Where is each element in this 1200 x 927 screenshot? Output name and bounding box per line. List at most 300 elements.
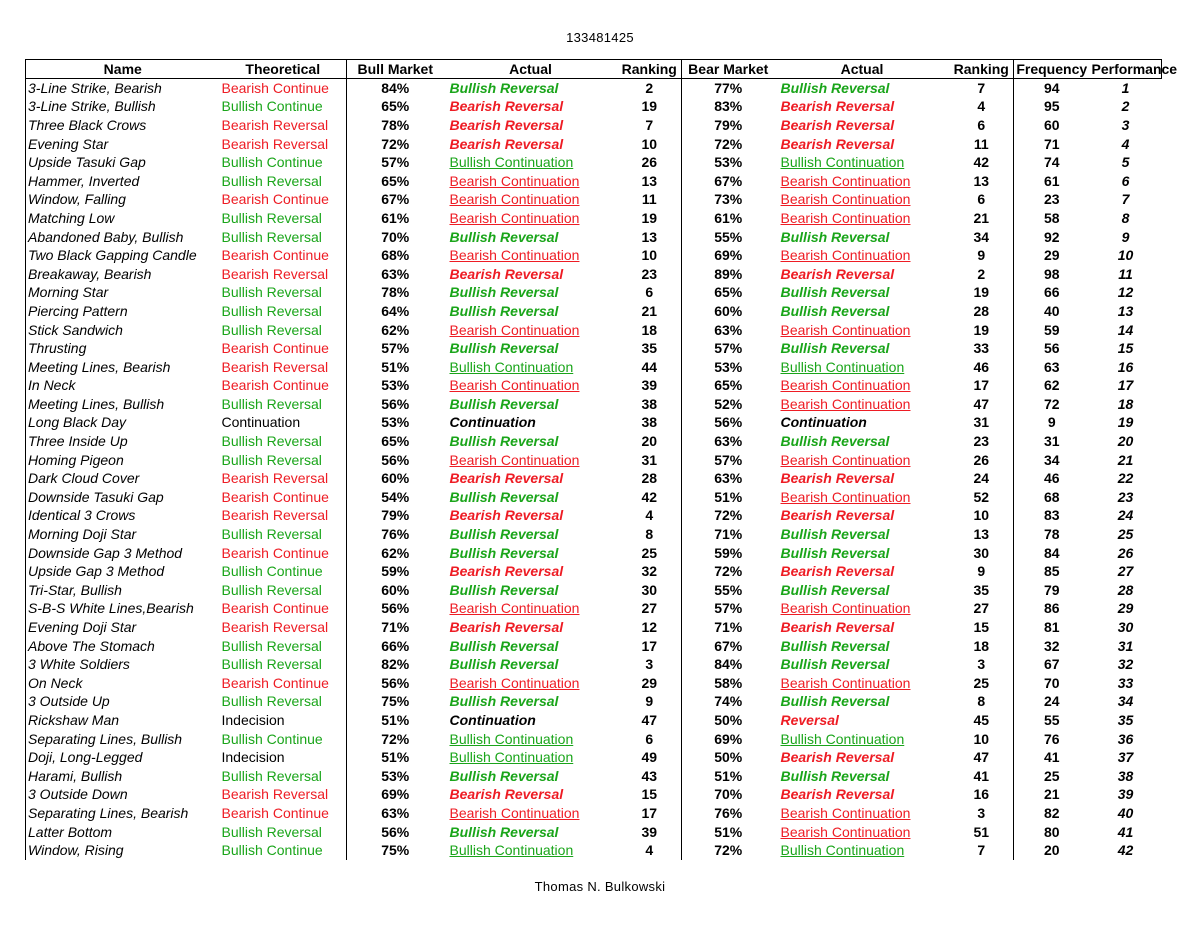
cell-bull-market: 75% [381, 842, 410, 859]
cell-performance: 26 [1117, 544, 1134, 561]
cell-name: Three Black Crows [26, 116, 220, 135]
cell-frequency: 41 [1043, 749, 1060, 766]
cell-actual-bear: Bearish Reversal [780, 116, 895, 133]
cell-frequency: 72 [1043, 395, 1060, 412]
table-row [26, 377, 1162, 396]
cell-name: Breakaway, Bearish [26, 265, 220, 284]
cell-actual-bear: Bearish Reversal [780, 135, 895, 152]
cell-theoretical: Bullish Reversal [220, 637, 347, 656]
cell-frequency: 70 [1043, 674, 1060, 691]
table-row [26, 655, 1162, 674]
cell-name: Stick Sandwich [26, 321, 220, 340]
cell-theoretical: Bullish Continue [220, 98, 347, 117]
cell-actual-bull: Bearish Continuation [449, 600, 580, 617]
cell-ranking-bear: 2 [950, 265, 1014, 284]
cell-frequency: 23 [1043, 191, 1060, 208]
cell-actual-bear: Bearish Reversal [780, 265, 895, 282]
cell-name: Upside Tasuki Gap [26, 153, 220, 172]
cell-actual-bear: Bullish Reversal [780, 581, 890, 598]
cell-frequency: 61 [1043, 172, 1060, 189]
cell-ranking-bear: 13 [950, 525, 1014, 544]
cell-ranking-bull: 32 [618, 562, 682, 581]
cell-actual-bull: Bearish Reversal [449, 470, 564, 487]
cell-actual-bull: Continuation [449, 414, 536, 431]
cell-bear-market: 79% [714, 116, 743, 133]
cell-bear-market: 53% [714, 358, 743, 375]
cell-name: Homing Pigeon [26, 451, 220, 470]
cell-theoretical: Bearish Reversal [220, 265, 347, 284]
cell-ranking-bull: 47 [618, 711, 682, 730]
cell-theoretical: Bearish Continue [220, 674, 347, 693]
cell-actual-bear: Bearish Continuation [780, 321, 911, 338]
table-row [26, 246, 1162, 265]
cell-bull-market: 63% [381, 265, 410, 282]
cell-actual-bull: Bullish Reversal [449, 433, 559, 450]
cell-frequency: 40 [1043, 302, 1060, 319]
cell-actual-bear: Bearish Reversal [780, 507, 895, 524]
cell-actual-bull: Bullish Reversal [449, 581, 559, 598]
col-header-performance: Performance [1091, 61, 1178, 77]
cell-performance: 14 [1117, 321, 1134, 338]
cell-performance: 8 [1121, 209, 1130, 226]
cell-frequency: 29 [1043, 247, 1060, 264]
cell-ranking-bear: 51 [950, 823, 1014, 842]
cell-ranking-bull: 35 [618, 339, 682, 358]
cell-ranking-bear: 24 [950, 469, 1014, 488]
cell-ranking-bear: 35 [950, 581, 1014, 600]
cell-theoretical: Bearish Reversal [220, 469, 347, 488]
cell-ranking-bear: 27 [950, 600, 1014, 619]
cell-actual-bear: Bearish Continuation [780, 451, 911, 468]
cell-performance: 18 [1117, 395, 1134, 412]
cell-ranking-bear: 11 [950, 135, 1014, 154]
cell-frequency: 84 [1043, 544, 1060, 561]
cell-name: Long Black Day [26, 414, 220, 433]
cell-actual-bear: Bullish Reversal [780, 767, 890, 784]
cell-actual-bull: Bullish Continuation [449, 749, 574, 766]
cell-actual-bull: Bearish Reversal [449, 563, 564, 580]
cell-ranking-bull: 13 [618, 228, 682, 247]
cell-actual-bull: Bullish Reversal [449, 340, 559, 357]
cell-bear-market: 83% [714, 98, 743, 115]
cell-performance: 40 [1117, 804, 1134, 821]
cell-name: Three Inside Up [26, 432, 220, 451]
cell-ranking-bear: 3 [950, 655, 1014, 674]
cell-ranking-bull: 8 [618, 525, 682, 544]
cell-actual-bear: Bearish Continuation [780, 209, 911, 226]
table-row [26, 265, 1162, 284]
cell-bull-market: 64% [381, 302, 410, 319]
cell-theoretical: Bullish Reversal [220, 655, 347, 674]
cell-name: Meeting Lines, Bearish [26, 358, 220, 377]
cell-name: Harami, Bullish [26, 767, 220, 786]
cell-actual-bull: Bearish Reversal [449, 265, 564, 282]
cell-theoretical: Bearish Continue [220, 544, 347, 563]
cell-ranking-bull: 13 [618, 172, 682, 191]
cell-actual-bear: Bullish Reversal [780, 526, 890, 543]
cell-ranking-bull: 21 [618, 302, 682, 321]
cell-actual-bull: Bullish Reversal [449, 526, 559, 543]
cell-ranking-bull: 3 [618, 655, 682, 674]
cell-performance: 19 [1117, 414, 1134, 431]
cell-theoretical: Bullish Reversal [220, 395, 347, 414]
cell-theoretical: Bullish Reversal [220, 525, 347, 544]
cell-theoretical: Bearish Reversal [220, 507, 347, 526]
cell-actual-bull: Continuation [449, 711, 536, 728]
cell-actual-bull: Bearish Reversal [449, 619, 564, 636]
cell-frequency: 81 [1043, 619, 1060, 636]
cell-ranking-bear: 17 [950, 377, 1014, 396]
cell-ranking-bull: 43 [618, 767, 682, 786]
cell-ranking-bull: 11 [618, 191, 682, 210]
cell-frequency: 31 [1043, 433, 1060, 450]
cell-frequency: 79 [1043, 581, 1060, 598]
cell-ranking-bull: 20 [618, 432, 682, 451]
cell-ranking-bear: 8 [950, 693, 1014, 712]
cell-bull-market: 60% [381, 581, 410, 598]
cell-frequency: 60 [1043, 116, 1060, 133]
cell-actual-bull: Bearish Reversal [449, 116, 564, 133]
cell-performance: 30 [1117, 619, 1134, 636]
cell-bull-market: 79% [381, 507, 410, 524]
cell-ranking-bear: 15 [950, 618, 1014, 637]
cell-bull-market: 71% [381, 619, 410, 636]
cell-actual-bear: Bullish Reversal [780, 228, 890, 245]
cell-bull-market: 57% [381, 154, 410, 171]
table-row [26, 525, 1162, 544]
cell-name: Separating Lines, Bullish [26, 730, 220, 749]
cell-theoretical: Bullish Reversal [220, 432, 347, 451]
cell-frequency: 74 [1043, 154, 1060, 171]
cell-actual-bear: Reversal [780, 711, 839, 728]
table-row [26, 209, 1162, 228]
table-row [26, 432, 1162, 451]
cell-bull-market: 78% [381, 116, 410, 133]
cell-actual-bull: Bearish Continuation [449, 191, 580, 208]
cell-name: 3-Line Strike, Bullish [26, 98, 220, 117]
header-row [26, 60, 1162, 79]
cell-frequency: 86 [1043, 600, 1060, 617]
cell-theoretical: Bearish Reversal [220, 786, 347, 805]
cell-bear-market: 67% [714, 637, 743, 654]
cell-performance: 6 [1121, 172, 1130, 189]
cell-actual-bull: Bearish Continuation [449, 321, 580, 338]
cell-bear-market: 70% [714, 786, 743, 803]
cell-bear-market: 57% [714, 451, 743, 468]
cell-performance: 24 [1117, 507, 1134, 524]
cell-ranking-bear: 7 [950, 841, 1014, 860]
cell-bear-market: 57% [714, 340, 743, 357]
cell-bear-market: 55% [714, 581, 743, 598]
cell-bull-market: 65% [381, 172, 410, 189]
cell-bear-market: 77% [714, 79, 743, 96]
cell-performance: 36 [1117, 730, 1134, 747]
cell-ranking-bull: 19 [618, 209, 682, 228]
cell-bull-market: 66% [381, 637, 410, 654]
cell-ranking-bull: 2 [618, 79, 682, 98]
cell-frequency: 63 [1043, 358, 1060, 375]
table-row [26, 98, 1162, 117]
cell-performance: 22 [1117, 470, 1134, 487]
cell-frequency: 59 [1043, 321, 1060, 338]
cell-theoretical: Bullish Reversal [220, 209, 347, 228]
cell-ranking-bull: 17 [618, 804, 682, 823]
cell-ranking-bear: 10 [950, 730, 1014, 749]
table-row [26, 191, 1162, 210]
table-row [26, 767, 1162, 786]
cell-ranking-bear: 26 [950, 451, 1014, 470]
table-row [26, 748, 1162, 767]
cell-name: Window, Falling [26, 191, 220, 210]
cell-performance: 10 [1117, 247, 1134, 264]
cell-frequency: 24 [1043, 693, 1060, 710]
table-row [26, 600, 1162, 619]
cell-ranking-bear: 10 [950, 507, 1014, 526]
cell-ranking-bull: 4 [618, 507, 682, 526]
cell-bear-market: 72% [714, 563, 743, 580]
table-row [26, 302, 1162, 321]
col-header-theoretical: Theoretical [220, 60, 347, 79]
cell-name: Tri-Star, Bullish [26, 581, 220, 600]
table-row [26, 804, 1162, 823]
table-row [26, 637, 1162, 656]
cell-performance: 9 [1121, 228, 1130, 245]
cell-ranking-bear: 21 [950, 209, 1014, 228]
cell-name: Evening Star [26, 135, 220, 154]
cell-bear-market: 72% [714, 135, 743, 152]
cell-frequency: 20 [1043, 842, 1060, 859]
cell-ranking-bull: 42 [618, 488, 682, 507]
cell-ranking-bull: 18 [618, 321, 682, 340]
cell-bear-market: 53% [714, 154, 743, 171]
cell-actual-bull: Bullish Reversal [449, 693, 559, 710]
cell-actual-bull: Bullish Reversal [449, 656, 559, 673]
cell-ranking-bear: 47 [950, 395, 1014, 414]
cell-name: 3 White Soldiers [26, 655, 220, 674]
table-row [26, 786, 1162, 805]
cell-performance: 28 [1117, 581, 1134, 598]
cell-performance: 42 [1117, 842, 1134, 859]
cell-bear-market: 73% [714, 191, 743, 208]
cell-actual-bull: Bullish Reversal [449, 488, 559, 505]
cell-frequency: 55 [1043, 711, 1060, 728]
cell-actual-bear: Bearish Continuation [780, 172, 911, 189]
cell-performance: 11 [1118, 265, 1133, 282]
cell-ranking-bear: 25 [950, 674, 1014, 693]
cell-performance: 37 [1117, 749, 1134, 766]
cell-name: Downside Tasuki Gap [26, 488, 220, 507]
cell-performance: 7 [1121, 191, 1130, 208]
cell-actual-bull: Bullish Reversal [449, 637, 559, 654]
cell-ranking-bear: 6 [950, 191, 1014, 210]
cell-frequency: 58 [1043, 209, 1060, 226]
table-row [26, 730, 1162, 749]
cell-name: 3 Outside Down [26, 786, 220, 805]
col-header-actual-bear: Actual [775, 60, 950, 79]
col-header-bear-market: Bear Market [682, 60, 775, 79]
cell-name: Evening Doji Star [26, 618, 220, 637]
cell-performance: 17 [1117, 377, 1134, 394]
cell-bear-market: 69% [714, 730, 743, 747]
cell-ranking-bear: 31 [950, 414, 1014, 433]
cell-ranking-bull: 9 [618, 693, 682, 712]
cell-theoretical: Bullish Reversal [220, 321, 347, 340]
cell-actual-bear: Bullish Continuation [780, 358, 905, 375]
cell-ranking-bear: 19 [950, 321, 1014, 340]
cell-performance: 5 [1121, 154, 1130, 171]
cell-bull-market: 63% [381, 804, 410, 821]
cell-theoretical: Continuation [220, 414, 347, 433]
cell-theoretical: Bearish Continue [220, 339, 347, 358]
candlestick-performance-table [25, 59, 1178, 860]
cell-bull-market: 68% [381, 247, 410, 264]
cell-bear-market: 84% [714, 656, 743, 673]
table-row [26, 321, 1162, 340]
cell-theoretical: Bullish Continue [220, 153, 347, 172]
cell-bear-market: 71% [714, 619, 743, 636]
cell-performance: 34 [1117, 693, 1134, 710]
cell-performance: 1 [1121, 79, 1130, 96]
cell-actual-bull: Bullish Reversal [449, 79, 559, 96]
cell-bull-market: 56% [381, 451, 410, 468]
table-row [26, 469, 1162, 488]
cell-name: Thrusting [26, 339, 220, 358]
cell-bull-market: 60% [381, 470, 410, 487]
table-row [26, 172, 1162, 191]
table-row [26, 544, 1162, 563]
cell-ranking-bull: 31 [618, 451, 682, 470]
cell-bear-market: 71% [714, 526, 743, 543]
cell-bull-market: 59% [381, 563, 410, 580]
cell-bear-market: 63% [714, 321, 743, 338]
cell-actual-bear: Bearish Reversal [780, 98, 895, 115]
cell-actual-bull: Bearish Continuation [449, 247, 580, 264]
cell-actual-bull: Bullish Continuation [449, 358, 574, 375]
cell-bear-market: 56% [714, 414, 743, 431]
cell-actual-bear: Bullish Reversal [780, 340, 890, 357]
cell-actual-bull: Bullish Reversal [449, 302, 559, 319]
cell-frequency: 94 [1043, 79, 1060, 96]
cell-name: In Neck [26, 377, 220, 396]
cell-theoretical: Bearish Continue [220, 488, 347, 507]
cell-ranking-bear: 3 [950, 804, 1014, 823]
cell-ranking-bull: 7 [618, 116, 682, 135]
cell-frequency: 92 [1043, 228, 1060, 245]
cell-ranking-bull: 19 [618, 98, 682, 117]
cell-actual-bull: Bullish Reversal [449, 228, 559, 245]
cell-ranking-bull: 17 [618, 637, 682, 656]
cell-bear-market: 61% [714, 209, 743, 226]
cell-frequency: 25 [1043, 767, 1060, 784]
cell-theoretical: Bullish Continue [220, 562, 347, 581]
cell-ranking-bear: 52 [950, 488, 1014, 507]
table-row [26, 507, 1162, 526]
cell-performance: 29 [1117, 600, 1134, 617]
cell-ranking-bear: 47 [950, 748, 1014, 767]
cell-ranking-bull: 38 [618, 395, 682, 414]
cell-name: On Neck [26, 674, 220, 693]
cell-bull-market: 84% [381, 79, 410, 96]
cell-ranking-bear: 41 [950, 767, 1014, 786]
cell-bull-market: 70% [381, 228, 410, 245]
cell-name: Abandoned Baby, Bullish [26, 228, 220, 247]
cell-name: Above The Stomach [26, 637, 220, 656]
cell-theoretical: Indecision [220, 711, 347, 730]
cell-ranking-bear: 30 [950, 544, 1014, 563]
cell-ranking-bull: 49 [618, 748, 682, 767]
cell-performance: 20 [1117, 433, 1134, 450]
cell-name: Morning Star [26, 284, 220, 303]
cell-name: Rickshaw Man [26, 711, 220, 730]
table-row [26, 451, 1162, 470]
cell-actual-bear: Bearish Reversal [780, 786, 895, 803]
cell-performance: 25 [1117, 526, 1134, 543]
cell-bear-market: 51% [714, 823, 743, 840]
cell-actual-bull: Bullish Reversal [449, 544, 559, 561]
cell-actual-bull: Bearish Reversal [449, 135, 564, 152]
document-id: 133481425 [566, 30, 634, 45]
cell-theoretical: Indecision [220, 748, 347, 767]
table-row [26, 562, 1162, 581]
cell-bull-market: 56% [381, 674, 410, 691]
cell-bull-market: 56% [381, 600, 410, 617]
cell-actual-bear: Bullish Reversal [780, 656, 890, 673]
cell-performance: 2 [1121, 98, 1130, 115]
table-row [26, 339, 1162, 358]
cell-actual-bear: Bearish Continuation [780, 377, 911, 394]
cell-name: Dark Cloud Cover [26, 469, 220, 488]
cell-ranking-bull: 27 [618, 600, 682, 619]
cell-theoretical: Bearish Continue [220, 79, 347, 98]
cell-name: Doji, Long-Legged [26, 748, 220, 767]
cell-ranking-bull: 26 [618, 153, 682, 172]
cell-performance: 4 [1121, 135, 1130, 152]
cell-ranking-bear: 34 [950, 228, 1014, 247]
cell-ranking-bear: 18 [950, 637, 1014, 656]
cell-ranking-bear: 42 [950, 153, 1014, 172]
cell-performance: 27 [1117, 563, 1134, 580]
cell-actual-bull: Bullish Reversal [449, 767, 559, 784]
col-header-ranking-bear: Ranking [950, 60, 1014, 79]
cell-actual-bear: Bearish Continuation [780, 191, 911, 208]
cell-actual-bull: Bullish Continuation [449, 842, 574, 859]
cell-bull-market: 76% [381, 526, 410, 543]
cell-bear-market: 50% [714, 749, 743, 766]
cell-bull-market: 53% [381, 414, 410, 431]
cell-bear-market: 63% [714, 433, 743, 450]
cell-frequency: 68 [1043, 488, 1060, 505]
cell-actual-bear: Bearish Reversal [780, 470, 895, 487]
cell-theoretical: Bearish Reversal [220, 358, 347, 377]
cell-frequency: 62 [1043, 377, 1060, 394]
cell-actual-bear: Bullish Reversal [780, 302, 890, 319]
cell-name: S-B-S White Lines,Bearish [26, 600, 220, 619]
cell-name: Window, Rising [26, 841, 220, 860]
cell-theoretical: Bearish Continue [220, 246, 347, 265]
cell-ranking-bull: 39 [618, 377, 682, 396]
cell-name: Meeting Lines, Bullish [26, 395, 220, 414]
cell-bull-market: 69% [381, 786, 410, 803]
cell-actual-bull: Bearish Reversal [449, 507, 564, 524]
cell-performance: 32 [1117, 656, 1134, 673]
cell-frequency: 46 [1043, 470, 1060, 487]
table-row [26, 116, 1162, 135]
cell-ranking-bear: 28 [950, 302, 1014, 321]
cell-actual-bull: Bearish Reversal [449, 786, 564, 803]
cell-performance: 16 [1117, 358, 1134, 375]
cell-actual-bear: Bearish Continuation [780, 804, 911, 821]
cell-bull-market: 51% [381, 749, 410, 766]
